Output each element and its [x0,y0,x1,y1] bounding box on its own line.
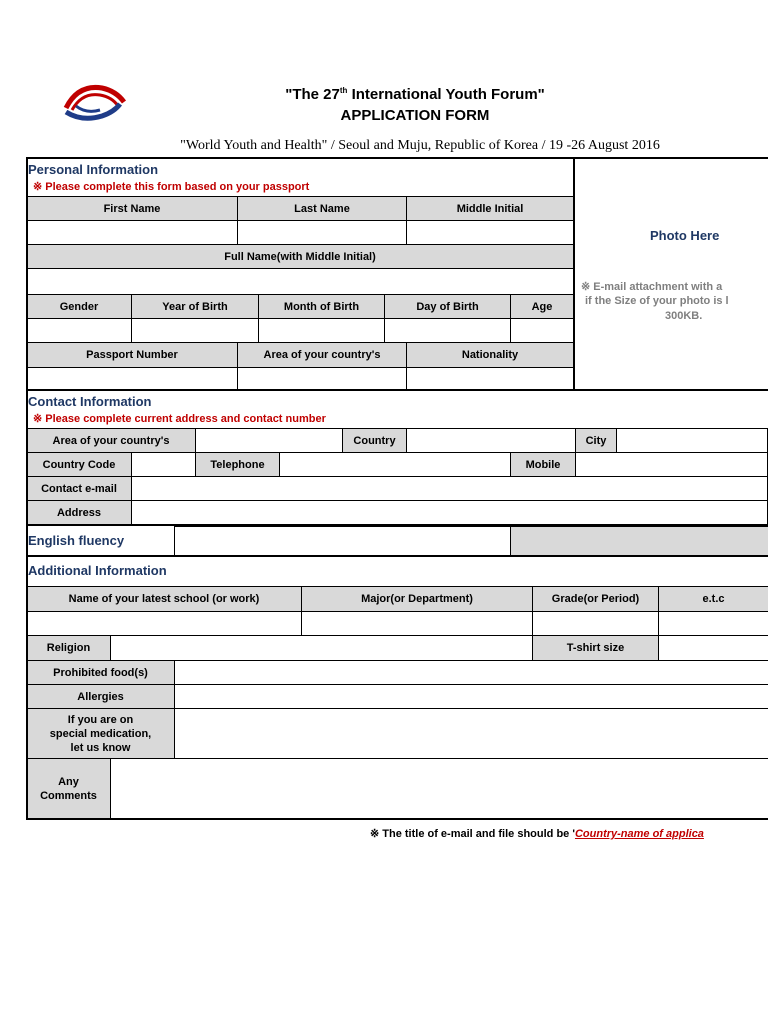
photo-note-line1: ※ E-mail attachment with a [581,281,723,293]
medication-input[interactable] [174,708,768,759]
form-left-border [26,157,28,820]
nationality-label: Nationality [406,342,574,368]
major-label: Major(or Department) [301,586,533,612]
middle-initial-input[interactable] [406,220,574,245]
footer-note [370,827,704,840]
tshirt-input[interactable] [658,635,768,661]
country-code-label: Country Code [26,452,132,477]
full-name-label: Full Name(with Middle Initial) [26,244,574,269]
country-label: Country [342,428,407,453]
english-fluency-gray [510,526,768,556]
address-input[interactable] [131,500,768,526]
city-input[interactable] [616,428,768,453]
last-name-input[interactable] [237,220,407,245]
photo-label: Photo Here [650,228,720,243]
allergies-label: Allergies [26,684,175,709]
year-of-birth-input[interactable] [131,318,259,343]
comments-input[interactable] [110,758,768,819]
photo-note-line3: 300KB. [665,310,703,322]
year-of-birth-label: Year of Birth [131,294,259,319]
english-fluency-label: English fluency [28,533,125,548]
medication-label-line3: let us know [70,741,131,754]
country-code-input[interactable] [131,452,196,477]
passport-number-input[interactable] [26,367,238,391]
section-border [26,818,768,820]
medication-label-line1: If you are on [67,713,134,726]
footer-note-prefix: ※ The title of e-mail and file should be ' [370,828,575,840]
mobile-input[interactable] [575,452,768,477]
photo-note-line2: if the Size of your photo is l [585,295,729,307]
telephone-input[interactable] [279,452,511,477]
contact-area-input[interactable] [195,428,343,453]
last-name-label: Last Name [237,196,407,221]
contact-heading: Contact Information [28,394,152,409]
month-of-birth-label: Month of Birth [258,294,385,319]
etc-input[interactable] [658,611,768,636]
prohibited-food-label: Prohibited food(s) [26,660,175,685]
contact-area-label: Area of your country's [26,428,196,453]
passport-number-label: Passport Number [26,342,238,368]
religion-label: Religion [26,635,111,661]
city-label: City [575,428,617,453]
personal-heading: Personal Information [28,162,159,177]
address-label: Address [26,500,132,526]
day-of-birth-input[interactable] [384,318,511,343]
mobile-label: Mobile [510,452,576,477]
event-line: "World Youth and Health" / Seoul and Muju, Republic of Korea / 19 -26 August 2016 [180,138,660,153]
comments-label-line1: Any [58,775,79,788]
country-input[interactable] [406,428,576,453]
age-input[interactable] [510,318,574,343]
full-name-input[interactable] [26,268,574,295]
form-title [200,86,630,103]
medication-label-line2: special medication, [49,727,152,740]
title-prefix: "The 27 [285,86,340,103]
form-subtitle: APPLICATION FORM [340,107,490,124]
area-label: Area of your country's [237,342,407,368]
grade-input[interactable] [532,611,659,636]
comments-label-line2: Comments [40,789,97,802]
month-of-birth-input[interactable] [258,318,385,343]
section-border [26,389,768,391]
email-input[interactable] [131,476,768,501]
area-input[interactable] [237,367,407,391]
grade-label: Grade(or Period) [532,586,659,612]
school-label: Name of your latest school (or work) [26,586,302,612]
title-sup: th [339,86,348,95]
etc-label: e.t.c [658,586,768,612]
contact-note: ※ Please complete current address and contact number [33,413,326,425]
tshirt-label: T-shirt size [532,635,659,661]
day-of-birth-label: Day of Birth [384,294,511,319]
first-name-input[interactable] [26,220,238,245]
additional-heading: Additional Information [28,563,167,578]
nationality-input[interactable] [406,367,574,391]
gender-label: Gender [26,294,132,319]
email-label: Contact e-mail [26,476,132,501]
english-fluency-input[interactable] [174,526,511,556]
first-name-label: First Name [26,196,238,221]
middle-initial-label: Middle Initial [406,196,574,221]
footer-note-red: Country-name of applica [574,828,704,840]
prohibited-food-input[interactable] [174,660,768,685]
gender-input[interactable] [26,318,132,343]
telephone-label: Telephone [195,452,280,477]
medication-label [26,708,175,759]
section-border [26,555,768,557]
photo-box[interactable] [575,159,768,391]
allergies-input[interactable] [174,684,768,709]
religion-input[interactable] [110,635,533,661]
personal-note: ※ Please complete this form based on your passport [33,181,310,193]
age-label: Age [510,294,574,319]
school-input[interactable] [26,611,302,636]
title-suffix: International Youth Forum" [347,86,545,103]
comments-label [26,758,111,819]
major-input[interactable] [301,611,533,636]
forum-logo-icon [62,82,130,122]
